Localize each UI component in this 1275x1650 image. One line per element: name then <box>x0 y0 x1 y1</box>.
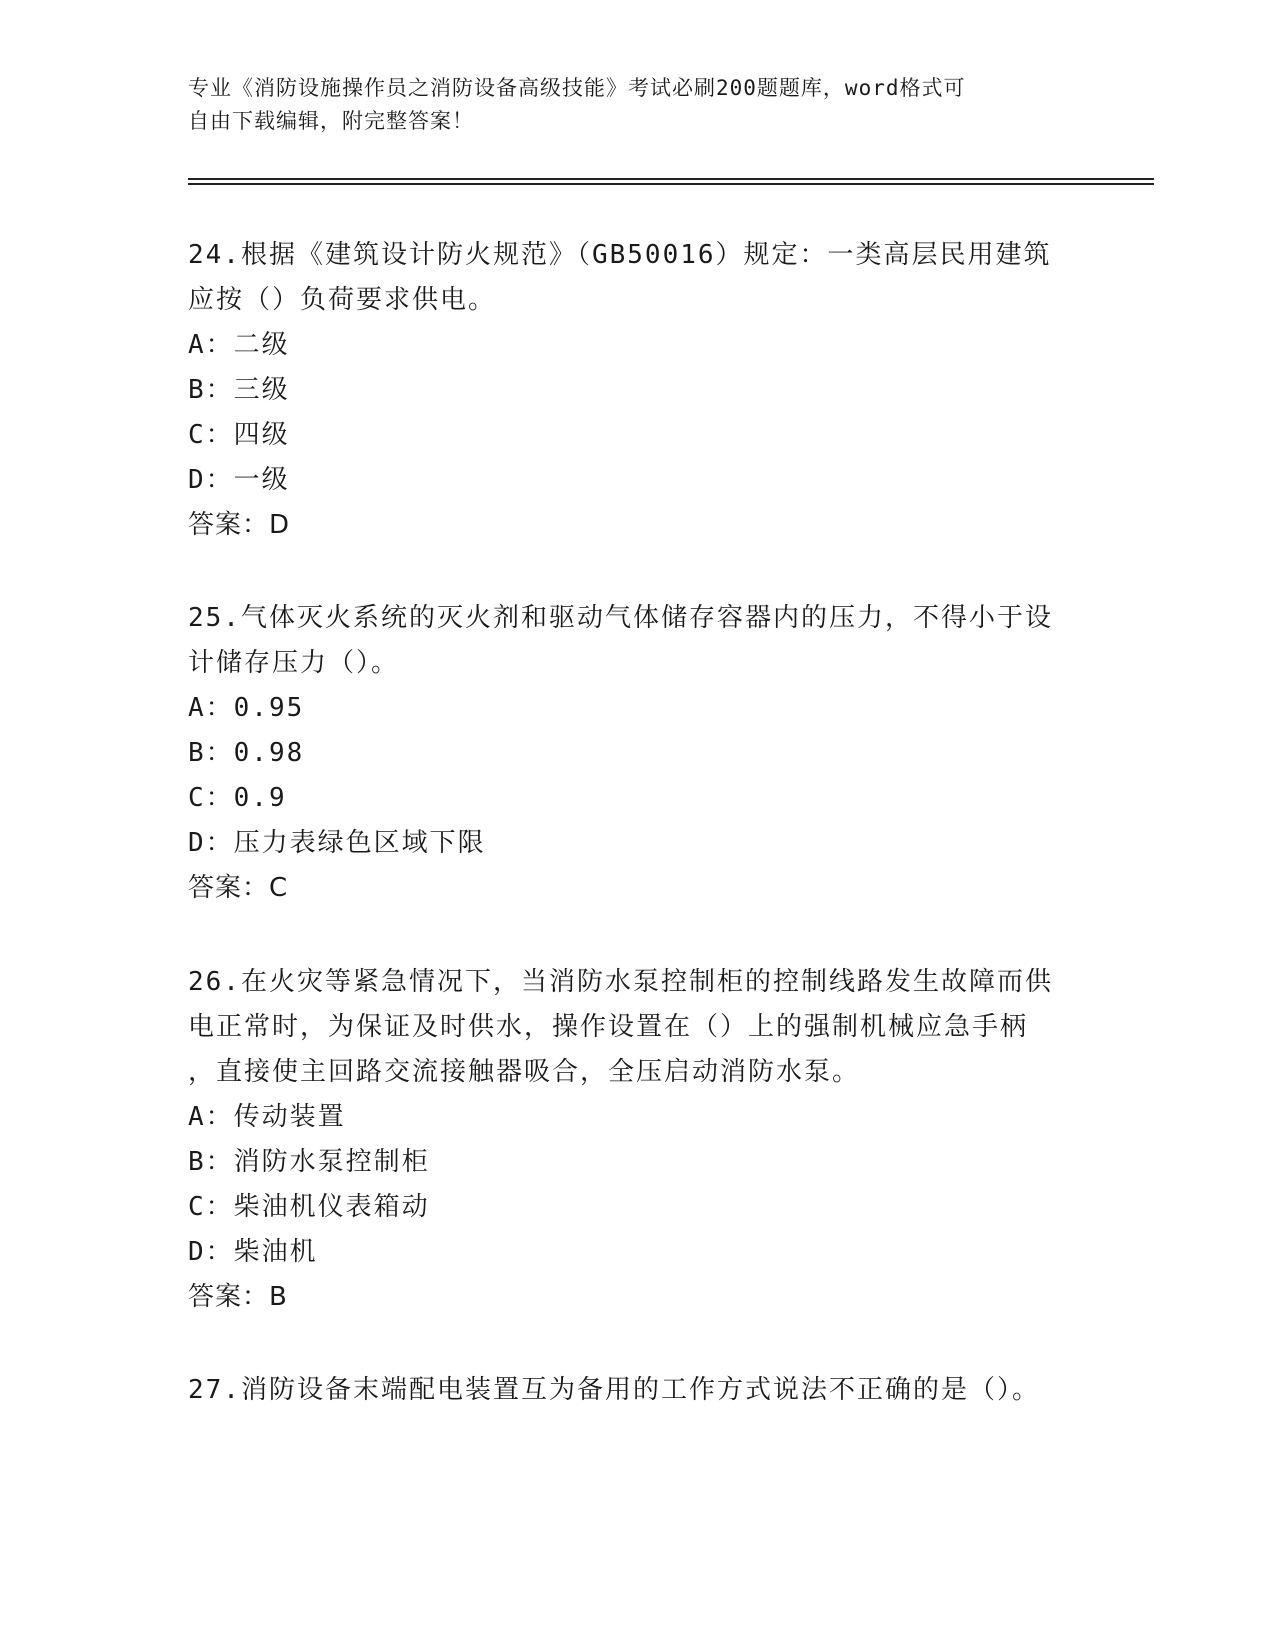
question-24 <box>188 233 1088 548</box>
header-line-1: 专业《消防设施操作员之消防设备高级技能》考试必刷200题题库，word格式可 <box>188 76 966 100</box>
header-divider-bottom <box>188 183 1154 185</box>
header-line-2: 自由下载编辑，附完整答案！ <box>188 109 474 133</box>
document-header <box>188 72 1068 138</box>
answer-label: 答案：C <box>188 873 289 903</box>
option-a: A：二级 <box>188 330 290 360</box>
question-stem-line: ，直接使主回路交流接触器吸合，全压启动消防水泵。 <box>188 1057 861 1087</box>
question-stem-line: 26.在火灾等紧急情况下，当消防水泵控制柜的控制线路发生故障而供 <box>188 967 1053 997</box>
question-stem-line: 计储存压力（）。 <box>188 648 400 678</box>
option-b: B：0.98 <box>188 738 305 768</box>
question-27 <box>188 1368 1088 1413</box>
option-d: D：压力表绿色区域下限 <box>188 828 486 858</box>
option-b: B：消防水泵控制柜 <box>188 1147 430 1177</box>
option-c: C：0.9 <box>188 783 287 813</box>
question-25 <box>188 596 1088 911</box>
question-26 <box>188 960 1088 1320</box>
question-stem-line: 应按（）负荷要求供电。 <box>188 285 497 315</box>
option-d: D：一级 <box>188 465 290 495</box>
option-c: C：四级 <box>188 420 290 450</box>
option-d: D：柴油机 <box>188 1237 318 1267</box>
option-a: A：0.95 <box>188 693 305 723</box>
header-divider-top <box>188 178 1154 180</box>
answer-label: 答案：D <box>188 510 291 540</box>
option-a: A：传动装置 <box>188 1102 346 1132</box>
question-stem-line: 24.根据《建筑设计防火规范》（GB50016）规定：一类高层民用建筑 <box>188 240 1052 270</box>
question-stem-line: 电正常时，为保证及时供水，操作设置在（）上的强制机械应急手柄 <box>188 1012 1029 1042</box>
answer-label: 答案：B <box>188 1282 288 1312</box>
question-stem-line: 27.消防设备末端配电装置互为备用的工作方式说法不正确的是（）。 <box>188 1375 1040 1405</box>
option-c: C：柴油机仪表箱动 <box>188 1192 430 1222</box>
option-b: B：三级 <box>188 375 290 405</box>
question-stem-line: 25.气体灭火系统的灭火剂和驱动气体储存容器内的压力，不得小于设 <box>188 603 1053 633</box>
